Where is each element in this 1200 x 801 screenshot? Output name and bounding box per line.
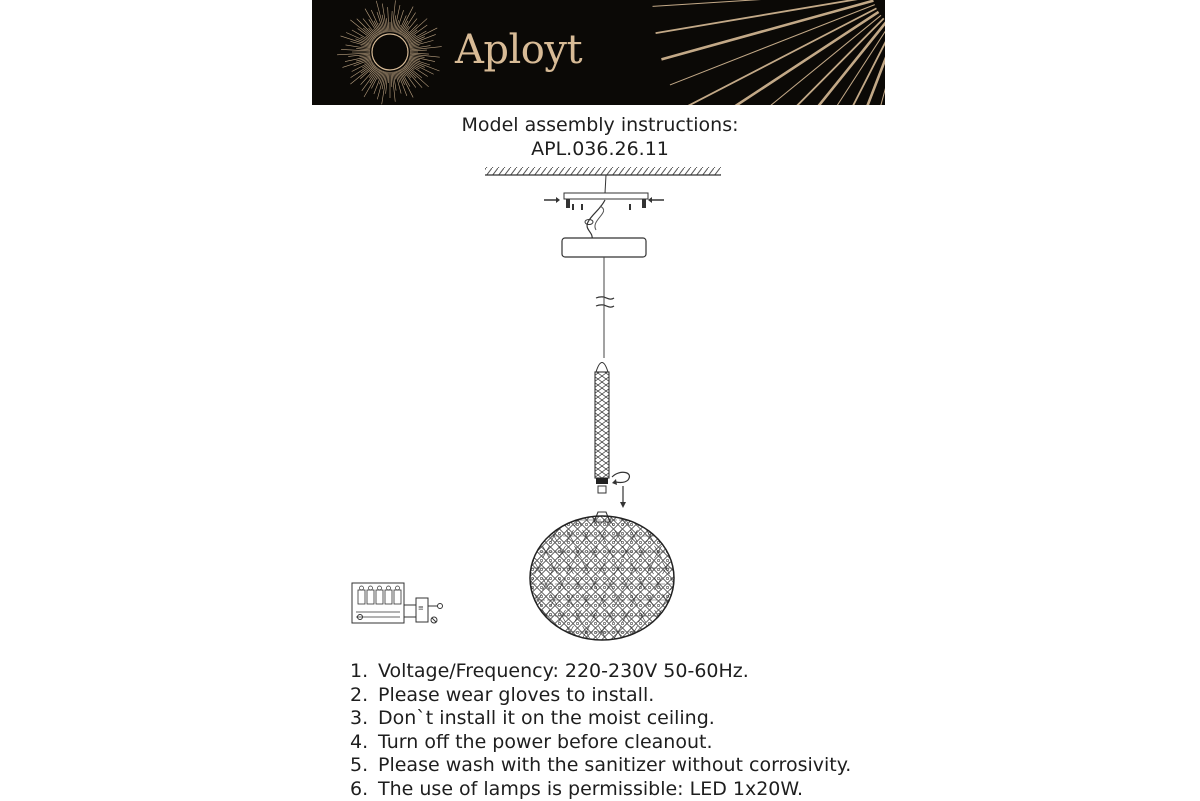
- instruction-item: [350, 778, 851, 801]
- instruction-number: 2.: [350, 684, 378, 708]
- instruction-number: 1.: [350, 660, 378, 684]
- sunburst-decoration: [312, 0, 885, 105]
- brand-name: Aployt: [455, 27, 582, 73]
- instruction-text: Voltage/Frequency: 220-230V 50-60Hz.: [378, 660, 749, 682]
- down-arrow-icon: [620, 486, 626, 508]
- corner-rays-decoration: [653, 0, 885, 105]
- instruction-text: Turn off the power before cleanout.: [378, 731, 713, 753]
- instructions-list: [350, 660, 851, 801]
- document-title: [0, 113, 1200, 161]
- instruction-item: [350, 707, 851, 731]
- instruction-item: [350, 684, 851, 708]
- suspension-cable: [596, 257, 614, 358]
- instruction-number: 5.: [350, 754, 378, 778]
- screw-left-icon: [544, 197, 560, 203]
- instruction-text: Don`t install it on the moist ceiling.: [378, 707, 715, 729]
- instruction-text: Please wear gloves to install.: [378, 684, 654, 706]
- instruction-item: [350, 754, 851, 778]
- instruction-number: 4.: [350, 731, 378, 755]
- power-wires: [585, 200, 605, 240]
- instruction-text: Please wash with the sanitizer without corrosivity.: [378, 754, 851, 776]
- rotate-arrow-icon: [612, 472, 629, 485]
- ceiling: [485, 167, 721, 175]
- screw-right-icon: [648, 197, 664, 203]
- model-number: APL.036.26.11: [0, 137, 1200, 161]
- sun-ring: [372, 34, 408, 70]
- brand-banner: [312, 0, 885, 105]
- svg-text:≡: ≡: [418, 604, 424, 612]
- assembly-diagram: [330, 160, 730, 650]
- lamp-holder-tube: [595, 363, 609, 494]
- crystal-ball-shade: [523, 514, 689, 640]
- instruction-number: 6.: [350, 778, 378, 801]
- instruction-number: 3.: [350, 707, 378, 731]
- instruction-text: The use of lamps is permissible: LED 1x20W.: [378, 778, 803, 800]
- title-line: Model assembly instructions:: [0, 113, 1200, 137]
- mounting-bracket: [544, 175, 664, 210]
- wiring-schematic-icon: [352, 583, 443, 623]
- instruction-item: [350, 660, 851, 684]
- instruction-item: [350, 731, 851, 755]
- canopy: [562, 238, 646, 257]
